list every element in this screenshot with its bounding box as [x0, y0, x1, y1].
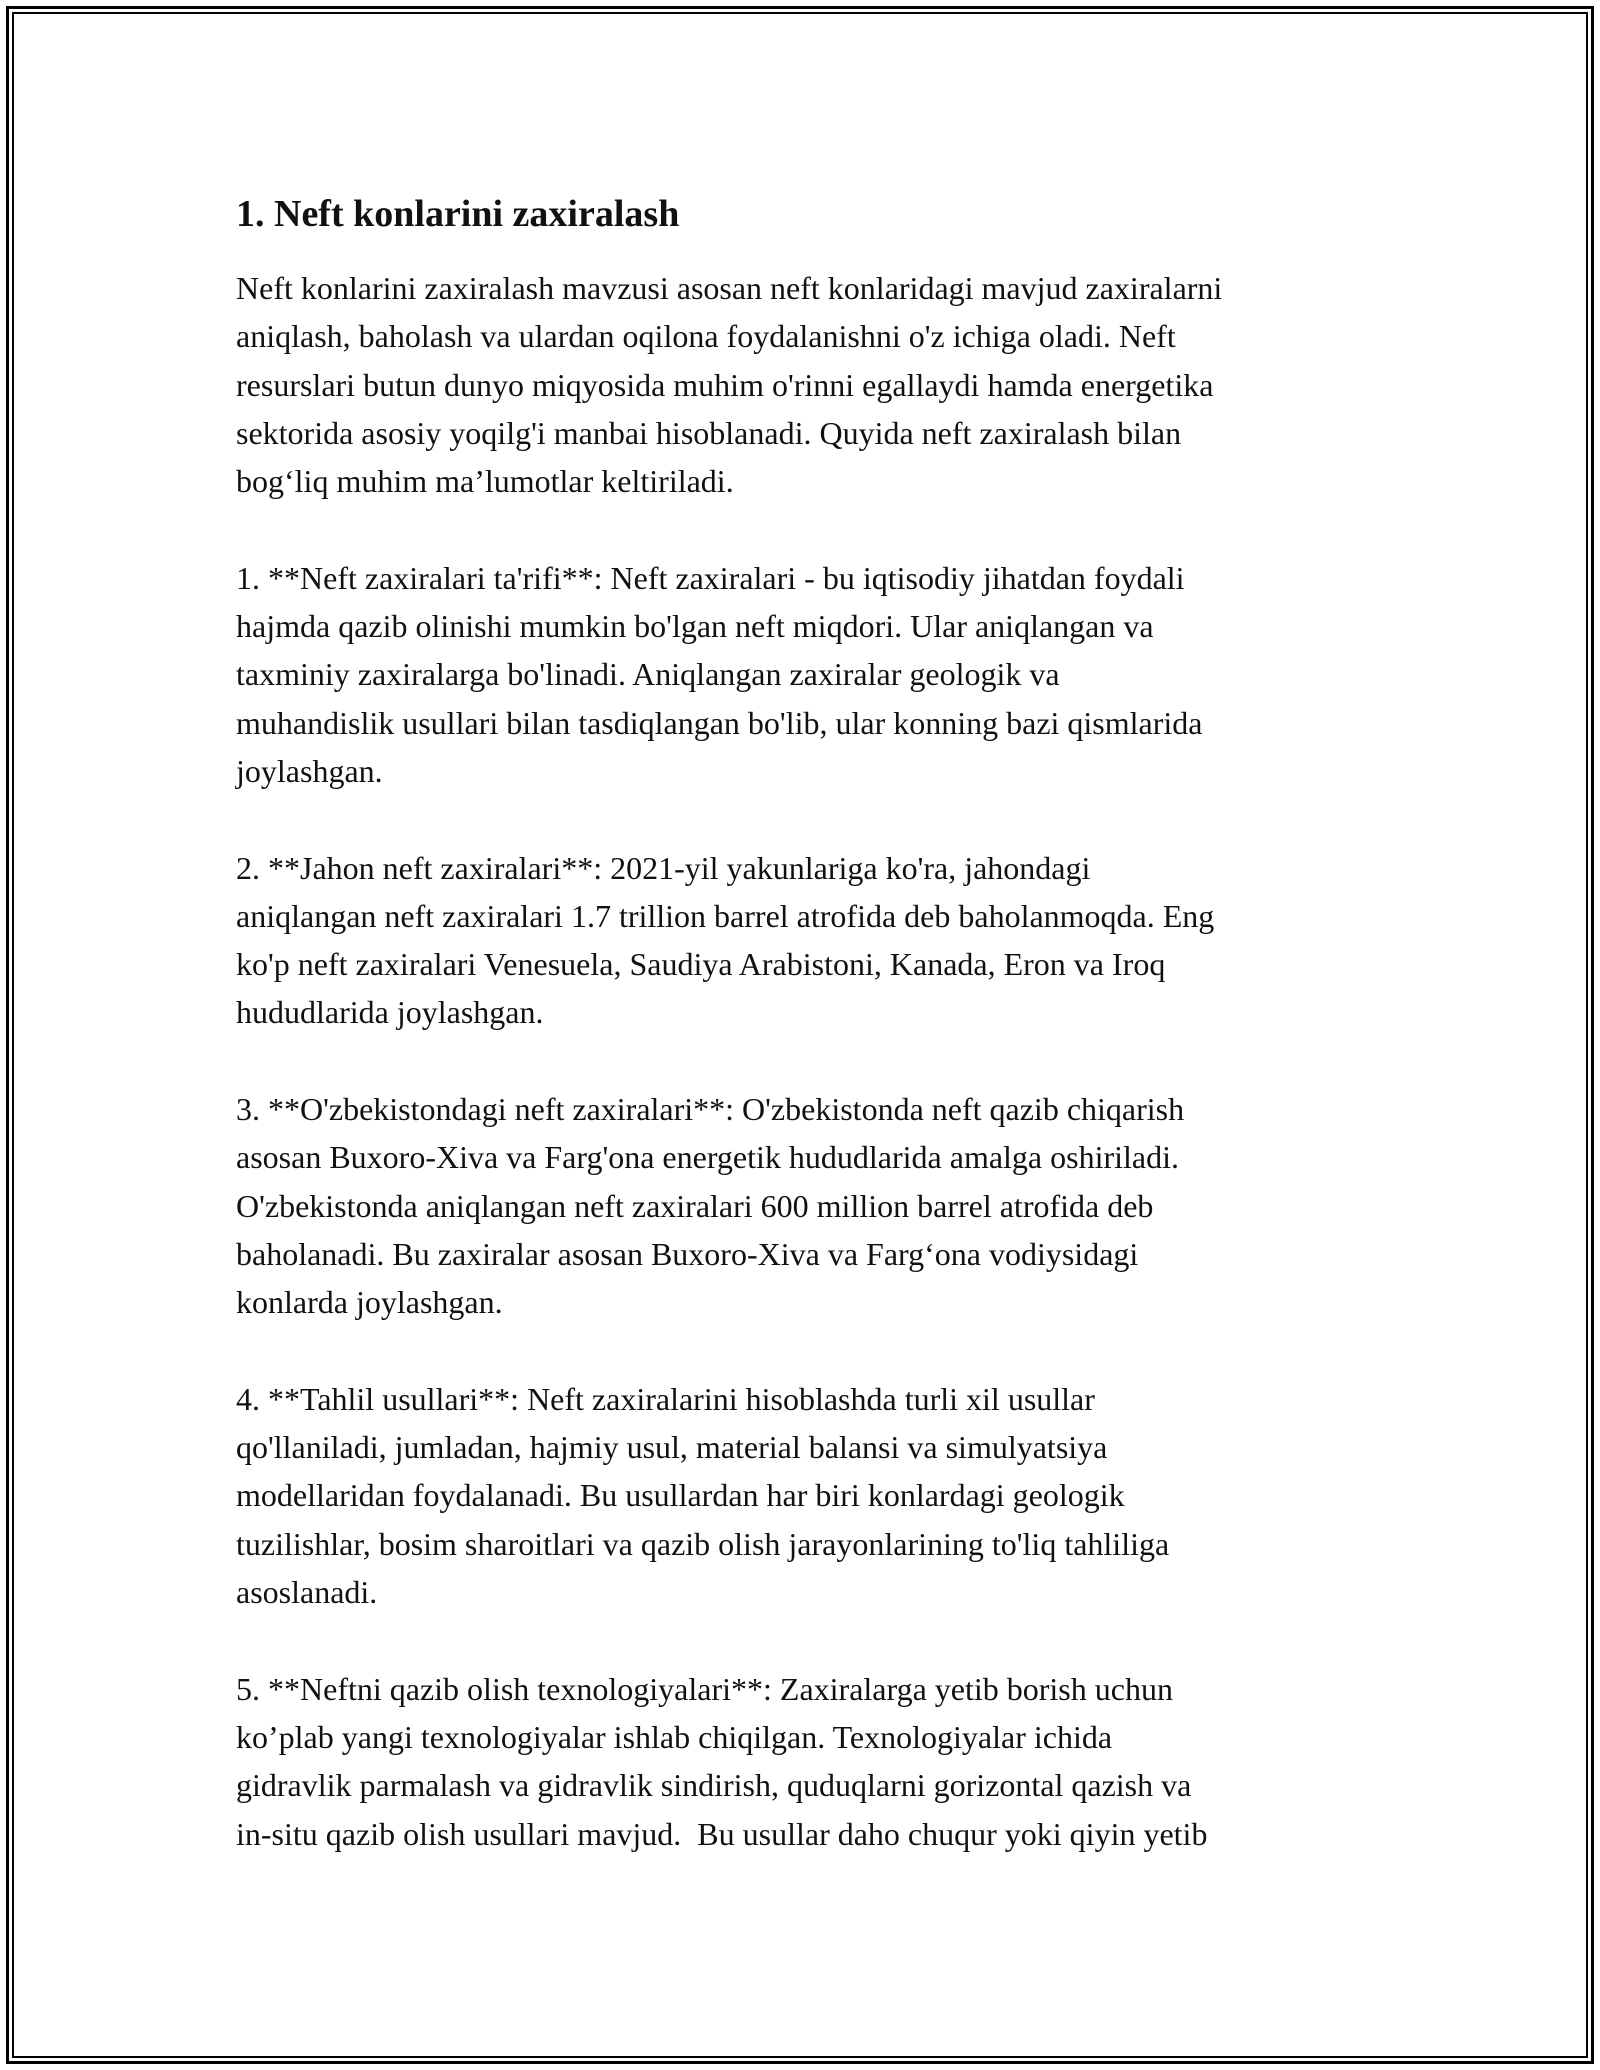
- text-line: in-situ qazib olish usullari mavjud. Bu usullar daho chuqur yoki qiyin yetib: [236, 1815, 1208, 1852]
- text-line: 1. **Neft zaxiralari ta'rifi**: Neft zaxiralari - bu iqtisodiy jihatdan foydali: [236, 559, 1185, 596]
- text-line: hududlarida joylashgan.: [236, 994, 544, 1031]
- text-line: aniqlangan neft zaxiralari 1.7 trillion barrel atrofida deb baholanmoqda. Eng: [236, 897, 1215, 934]
- text-line: 3. **O'zbekistondagi neft zaxiralari**: O'zbekistonda neft qazib chiqarish: [236, 1091, 1185, 1128]
- text-line: Neft konlarini zaxiralash mavzusi asosan neft konlaridagi mavjud zaxiralarni: [236, 270, 1223, 306]
- text-line: 5. **Neftni qazib olish texnologiyalari**: Zaxiralarga yetib borish uchun: [236, 1670, 1173, 1707]
- text-line: sektorida asosiy yoqilg'i manbai hisoblanadi. Quyida neft zaxiralash bilan: [236, 414, 1182, 451]
- text-line: baholanadi. Bu zaxiralar asosan Buxoro-Xiva va Farg‘ona vodiysidagi: [236, 1235, 1139, 1272]
- text-line: konlarda joylashgan.: [236, 1284, 503, 1321]
- text-line: 2. **Jahon neft zaxiralari**: 2021-yil yakunlariga ko'ra, jahondagi: [236, 849, 1091, 886]
- text-line: muhandislik usullari bilan tasdiqlangan bo'lib, ular konning bazi qismlarida: [236, 704, 1203, 741]
- section-3-paragraph: [236, 1085, 1376, 1326]
- text-line: aniqlash, baholash va ulardan oqilona foydalanishni o'z ichiga oladi. Neft: [236, 318, 1176, 355]
- text-line: ko'p neft zaxiralari Venesuela, Saudiya Arabistoni, Kanada, Eron va Iroq: [236, 946, 1166, 983]
- text-line: 4. **Tahlil usullari**: Neft zaxiralarini hisoblashda turli xil usullar: [236, 1380, 1095, 1417]
- text-line: joylashgan.: [236, 752, 383, 789]
- text-line: O'zbekistonda aniqlangan neft zaxiralari 600 million barrel atrofida deb: [236, 1187, 1154, 1224]
- section-5-paragraph: [236, 1665, 1376, 1858]
- text-line: gidravlik parmalash va gidravlik sindirish, quduqlarni gorizontal qazish va: [236, 1767, 1192, 1804]
- document-title: 1. Neft konlarini zaxiralash: [236, 193, 680, 235]
- text-line: bog‘liq muhim ma’lumotlar keltiriladi.: [236, 463, 734, 500]
- text-line: resurslari butun dunyo miqyosida muhim o'rinni egallaydi hamda energetika: [236, 366, 1214, 403]
- section-1-paragraph: [236, 554, 1376, 795]
- section-2-paragraph: [236, 844, 1376, 1037]
- intro-paragraph: [236, 264, 1376, 505]
- text-line: ko’plab yangi texnologiyalar ishlab chiqilgan. Texnologiyalar ichida: [236, 1718, 1113, 1755]
- text-line: asoslanadi.: [236, 1574, 378, 1611]
- text-line: qo'llaniladi, jumladan, hajmiy usul, material balansi va simulyatsiya: [236, 1429, 1108, 1466]
- document-body: [236, 190, 1376, 1906]
- text-line: hajmda qazib olinishi mumkin bo'lgan neft miqdori. Ular aniqlangan va: [236, 608, 1154, 645]
- text-line: tuzilishlar, bosim sharoitlari va qazib olish jarayonlarining to'liq tahliliga: [236, 1525, 1170, 1562]
- text-line: modellaridan foydalanadi. Bu usullardan har biri konlardagi geologik: [236, 1477, 1125, 1514]
- text-line: taxminiy zaxiralarga bo'linadi. Aniqlangan zaxiralar geologik va: [236, 656, 1060, 693]
- section-4-paragraph: [236, 1375, 1376, 1616]
- text-line: asosan Buxoro-Xiva va Farg'ona energetik hududlarida amalga oshiriladi.: [236, 1139, 1179, 1176]
